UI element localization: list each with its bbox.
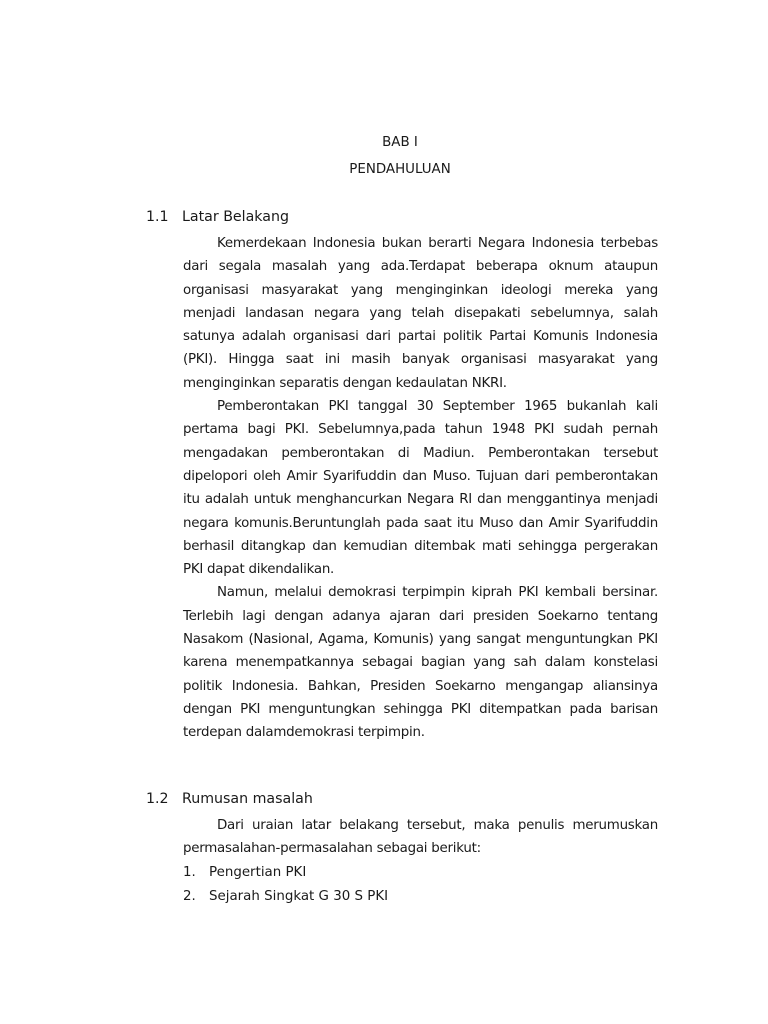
paragraph: Kemerdekaan Indonesia bukan berarti Negara Indonesia terbebas dari segala masalah yang ada.Terdapat beberapa oknum ataupun organisasi masyarakat yang menginginkan ideologi mereka yang menjadi landasan negara yang telah disepakati sebelumnya, salah satunya adalah organisasi dari partai politik Partai Komunis Indonesia (PKI). Hingga saat ini masih banyak organisasi masyarakat yang menginginkan separatis dengan kedaulatan NKRI. bbox=[183, 236, 658, 391]
list-item bbox=[183, 861, 388, 885]
chapter-number: BAB I bbox=[382, 135, 418, 150]
paragraph: Namun, melalui demokrasi terpimpin kiprah PKI kembali bersinar. Terlebih lagi dengan adanya ajaran dari presiden Soekarno tentang Nasakom (Nasional, Agama, Komunis) yang sangat menguntungkan PKI karena menempatkannya sebagai bagian yang sah dalam konstelasi politik Indonesia. Bahkan, Presiden Soekarno mengangap aliansinya dengan PKI menguntungkan sehingga PKI ditempatkan pada barisan terdepan dalamdemokrasi terpimpin. bbox=[183, 585, 658, 741]
section-heading-latar-belakang bbox=[146, 209, 289, 225]
paragraph: Pemberontakan PKI tanggal 30 September 1965 bukanlah kali pertama bagi PKI. Sebelumnya,pada tahun 1948 PKI sudah pernah mengadakan pemberontakan di Madiun. Pemberontakan tersebut dipelopori oleh Amir Syarifuddin dan Muso. Tujuan dari pemberontakan itu adalah untuk menghancurkan Negara RI dan menggantinya menjadi negara komunis.Beruntunglah pada saat itu Muso dan Amir Syarifuddin berhasil ditangkap dan kemudian ditembak mati sehingga pergerakan PKI dapat dikendalikan. bbox=[183, 399, 658, 578]
section-number: 1.1 bbox=[146, 209, 169, 225]
section-heading-rumusan-masalah bbox=[146, 791, 313, 807]
section-body-latar-belakang bbox=[183, 232, 658, 745]
list-item-number: 2. bbox=[183, 888, 196, 904]
section-title: Latar Belakang bbox=[182, 209, 289, 225]
list-item bbox=[183, 885, 388, 909]
list-item-text: Pengertian PKI bbox=[209, 865, 307, 880]
section-body-rumusan-masalah bbox=[183, 814, 658, 861]
problem-list bbox=[183, 861, 388, 908]
list-item-text: Sejarah Singkat G 30 S PKI bbox=[209, 888, 389, 904]
section-number: 1.2 bbox=[146, 791, 169, 807]
paragraph: Dari uraian latar belakang tersebut, maka penulis merumuskan permasalahan-permasalahan sebagai berikut: bbox=[183, 818, 658, 857]
section-title: Rumusan masalah bbox=[182, 791, 313, 807]
list-item-number: 1. bbox=[183, 865, 196, 880]
chapter-title: PENDAHULUAN bbox=[349, 162, 451, 177]
